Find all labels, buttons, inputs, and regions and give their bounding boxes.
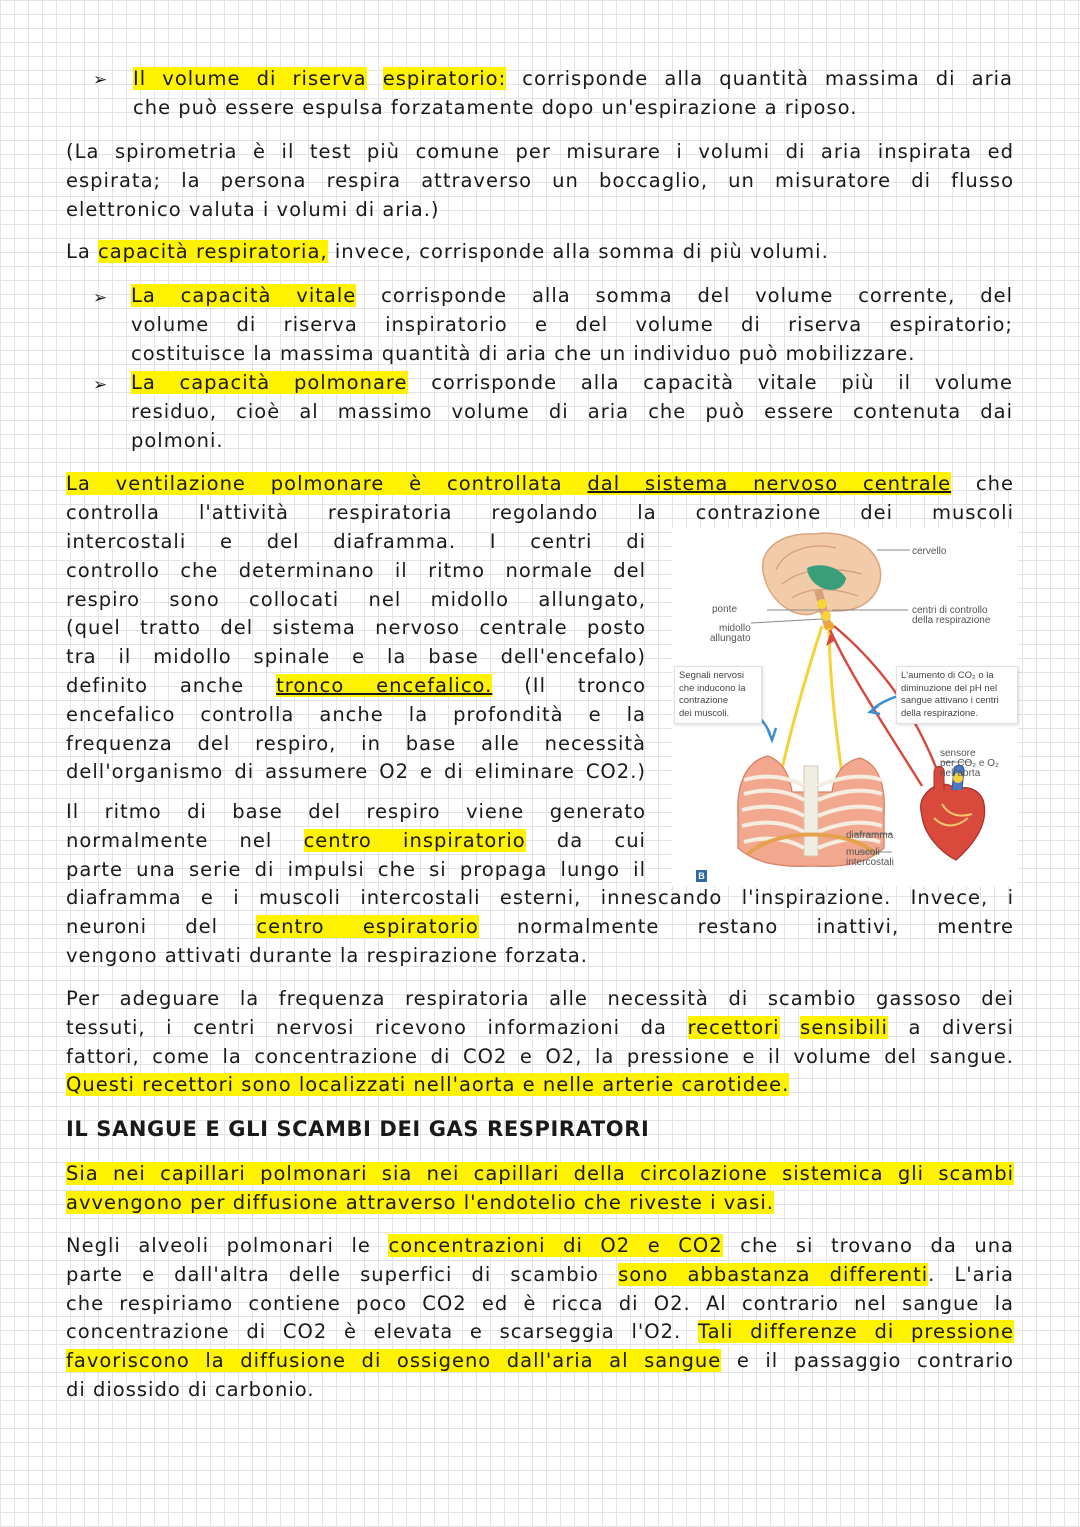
label-sensore-2: per CO₂ e O₂ [940, 758, 999, 769]
label-midollo: midollo [719, 623, 751, 634]
highlight: Tali differenze di pressione [697, 1320, 1015, 1344]
label-allungato: allungato [710, 633, 751, 644]
paragraph-alveoli: Negli alveoli polmonari le concentrazioni di O2 e CO2 che si trovano da una parte e dall'altra delle superfici di scambio sono abbastanza differenti. L'aria che respiriamo contiene poco CO2 ed è ricca di O2. Al contrario nel sangue la concentrazione di CO2 è elevata e scarseggia l'O2. Tali differenze di pressione favoriscono la diffusione di ossigeno dall'aria al sangue e il passaggio contrario di diossido di carbonio. [66, 1234, 1015, 1401]
bullet-volume-riserva-espiratorio: Il volume di riserva espiratorio: corrisponde alla quantità massima di aria che può essere espulsa forzatamente dopo un'espirazione a riposo. [133, 67, 1013, 119]
highlight: Questi recettori sono localizzati nell'aorta e nelle arterie carotidee. [66, 1073, 790, 1097]
callout-aumento-co2: L'aumento di CO₂ o la diminuzione del pH nel sangue attivano i centri della respirazione. [896, 666, 1018, 724]
paragraph-ritmo-cont: diaframma e i muscoli intercostali esterni, innescando l'inspirazione. Invece, i neuroni del centro espiratorio normalmente restano inattivi, mentre vengono attivati durante la respirazione forzata. [66, 886, 1015, 967]
highlight: centro inspiratorio [303, 828, 526, 852]
highlight: favoriscono la diffusione di ossigeno dall'aria al sangue [66, 1349, 722, 1373]
paragraph-ritmo: Il ritmo di base del respiro viene generato normalmente nel centro inspiratorio da cui parte una serie di impulsi che si propaga lungo il [66, 800, 646, 881]
paragraph-spirometria: (La spirometria è il test più comune per misurare i volumi di aria inspirata ed espirata; la persona respira attraverso un boccaglio, un misuratore di flusso elettronico valuta i volumi di aria.) [66, 140, 1014, 221]
bullet-capacita-vitale: La capacità vitale corrisponde alla somma del volume corrente, del volume di riserva inspiratorio e del volume di riserva espiratorio; costituisce la massima quantità di aria che un individuo può mobilizzare. [131, 284, 1013, 365]
highlight: espiratorio: [382, 67, 507, 90]
figure-badge: B [696, 870, 707, 882]
paragraph-ventilazione-body: intercostali e del diaframma. I centri di controllo che determinano il ritmo normale del respiro sono collocati nel midollo allungato, (quel tratto del sistema nervoso centrale posto tra il midollo spinale e la base dell'encefalo) definito anche tronco encefalico. (Il tronco encefalico controlla anche la profondità e la frequenza del respiro, in base alle necessità dell'organismo di assumere O2 e di eliminare CO2.) [66, 530, 647, 784]
label-ponte: ponte [712, 604, 738, 615]
paragraph-capillari [66, 1160, 1014, 1218]
callout-segnali-nervosi: Segnali nervosi che inducono la contrazione dei muscoli. [674, 666, 762, 724]
label-sensore-3: nell'aorta [940, 768, 981, 779]
paragraph-ventilazione-intro: La ventilazione polmonare è controllata dal sistema nervoso centrale che controlla l'attività respiratoria regolando la contrazione dei muscoli [66, 472, 1015, 524]
highlight: La capacità polmonare [131, 371, 408, 394]
highlight: Il volume di riserva [133, 67, 367, 90]
highlight: capacità respiratoria, [98, 240, 328, 263]
bullet-arrow-icon: ➢ [93, 288, 108, 308]
label-centri-2: della respirazione [912, 615, 991, 626]
label-muscoli-2: intercostali [846, 857, 894, 868]
bullet-capacita-polmonare: La capacità polmonare corrisponde alla capacità vitale più il volume residuo, cioè al massimo volume di aria che può essere contenuta dai polmoni. [131, 371, 1014, 452]
highlight: dal sistema nervoso centrale [587, 472, 952, 495]
bullet-arrow-icon: ➢ [93, 70, 108, 90]
bullet-arrow-icon: ➢ [93, 375, 108, 395]
highlight: La ventilazione polmonare è controllata [66, 472, 588, 495]
paragraph-recettori: Per adeguare la frequenza respiratoria alle necessità di scambio gassoso dei tessuti, i centri nervosi ricevono informazioni da recettori sensibili a diversi fattori, come la concentrazione di CO2 e O2, la pressione e il volume del sangue. Questi recettori sono localizzati nell'aorta e nelle arterie carotidee. [66, 987, 1014, 1097]
label-muscoli-1: muscoli [846, 847, 880, 858]
label-sensore-1: sensore [940, 748, 976, 759]
highlight: avvengono per diffusione attraverso l'endotelio che riveste i vasi. [66, 1190, 774, 1214]
highlight: sensibili [800, 1015, 888, 1039]
section-heading: IL SANGUE E GLI SCAMBI DEI GAS RESPIRATORI [66, 1117, 650, 1141]
highlight: concentrazioni di O2 e CO2 [388, 1234, 723, 1257]
heart-illustration [921, 765, 985, 860]
highlight: La capacità vitale [131, 284, 357, 307]
brain-illustration [763, 533, 881, 631]
paragraph-capacita-respiratoria: La capacità respiratoria, invece, corrisponde alla somma di più volumi. [66, 240, 829, 263]
highlight: sono abbastanza differenti [618, 1262, 929, 1286]
highlight: Sia nei capillari polmonari sia nei capillari della circolazione sistemica gli scambi [66, 1162, 1014, 1185]
label-diaframma: diaframma [846, 830, 894, 841]
highlight: tronco encefalico. [276, 673, 493, 697]
respiration-control-diagram [672, 528, 1018, 886]
highlight: centro espiratorio [256, 914, 479, 938]
label-centri-1: centri di controllo [912, 605, 988, 616]
label-cervello: cervello [912, 546, 947, 557]
highlight: recettori [687, 1015, 780, 1039]
